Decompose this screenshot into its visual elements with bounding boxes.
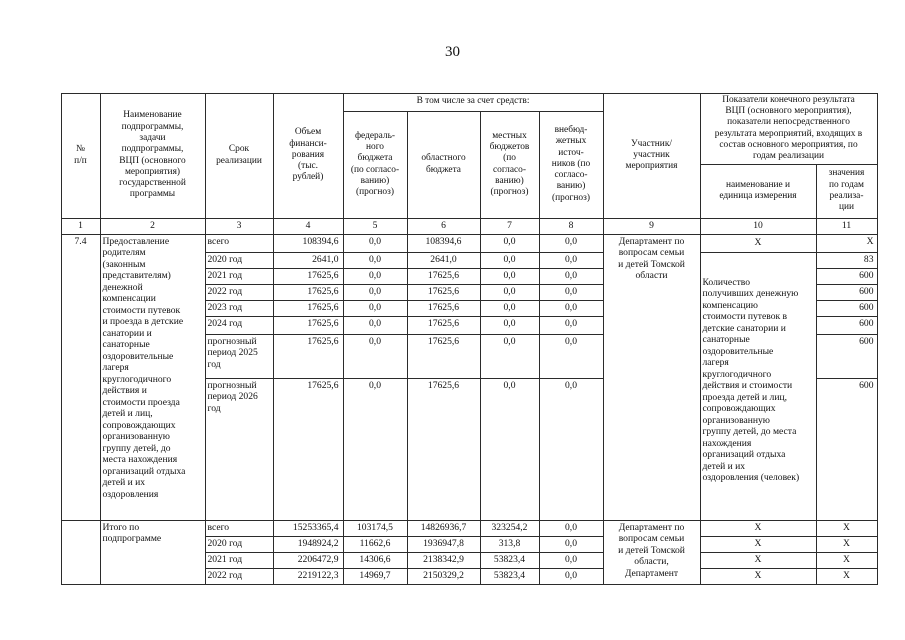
header-federal: федераль- ного бюджета (по согласо- ванию) (прогноз) (343, 111, 408, 219)
federal-cell: 14306,6 (343, 552, 408, 569)
federal-cell: 103174,5 (343, 520, 408, 537)
local-cell: 0,0 (480, 268, 540, 285)
federal-cell: 0,0 (343, 284, 408, 301)
header-extrabudget: внебюд- жетных источ- ников (по согласо- ванию) (прогноз) (539, 111, 604, 219)
extrabudget-cell: 0,0 (539, 536, 604, 553)
regional-cell: 17625,6 (407, 284, 481, 301)
local-cell: 323254,2 (480, 520, 540, 537)
period-cell: прогнозный период 2026 год (205, 378, 274, 521)
period-cell: 2020 год (205, 536, 274, 553)
indicator-name-cell: X (700, 568, 817, 585)
extrabudget-cell: 0,0 (539, 234, 604, 253)
regional-cell: 1936947,8 (407, 536, 481, 553)
local-cell: 0,0 (480, 300, 540, 317)
federal-cell: 0,0 (343, 316, 408, 335)
header-regional: областного бюджета (407, 111, 481, 219)
volume-cell: 1948924,2 (273, 536, 344, 553)
volume-cell: 17625,6 (273, 334, 344, 379)
extrabudget-cell: 0,0 (539, 268, 604, 285)
local-cell: 53823,4 (480, 552, 540, 569)
indicator-value-cell: 600 (816, 300, 878, 317)
extrabudget-cell: 0,0 (539, 284, 604, 301)
extrabudget-cell: 0,0 (539, 520, 604, 537)
regional-cell: 17625,6 (407, 300, 481, 317)
indicator-name-cell: X (700, 234, 817, 253)
federal-cell: 0,0 (343, 252, 408, 269)
volume-cell: 17625,6 (273, 378, 344, 521)
extrabudget-cell: 0,0 (539, 334, 604, 379)
row-number (61, 520, 101, 585)
regional-cell: 17625,6 (407, 334, 481, 379)
extrabudget-cell: 0,0 (539, 316, 604, 335)
indicator-value-cell: X (816, 552, 878, 569)
indicator-value-cell: X (816, 568, 878, 585)
period-cell: 2023 год (205, 300, 274, 317)
header-term: Срок реализации (205, 93, 274, 219)
period-cell: 2021 год (205, 268, 274, 285)
participant-cell: Департамент по вопросам семьи и детей Томской области, Департамент (603, 520, 701, 585)
extrabudget-cell: 0,0 (539, 552, 604, 569)
indicator-value-cell: X (816, 520, 878, 537)
volume-cell: 17625,6 (273, 300, 344, 317)
indicator-value-cell: 600 (816, 284, 878, 301)
column-number: 9 (603, 218, 701, 235)
volume-cell: 17625,6 (273, 284, 344, 301)
federal-cell: 0,0 (343, 334, 408, 379)
indicator-value-cell: 83 (816, 252, 878, 269)
federal-cell: 0,0 (343, 268, 408, 285)
volume-cell: 17625,6 (273, 268, 344, 285)
local-cell: 0,0 (480, 334, 540, 379)
participant-cell: Департамент по вопросам семьи и детей Томской области (603, 234, 701, 521)
federal-cell: 0,0 (343, 234, 408, 253)
regional-cell: 14826936,7 (407, 520, 481, 537)
local-cell: 0,0 (480, 252, 540, 269)
indicator-name-cell: X (700, 552, 817, 569)
header-indicator-value: значения по годам реализа- ции (816, 164, 878, 219)
column-number: 3 (205, 218, 274, 235)
extrabudget-cell: 0,0 (539, 378, 604, 521)
local-cell: 313,8 (480, 536, 540, 553)
volume-cell: 17625,6 (273, 316, 344, 335)
regional-cell: 2150329,2 (407, 568, 481, 585)
local-cell: 0,0 (480, 284, 540, 301)
header-no: № п/п (61, 93, 101, 219)
federal-cell: 0,0 (343, 300, 408, 317)
period-cell: всего (205, 520, 274, 537)
header-local: местных бюджетов (по согласо- ванию) (прогноз) (480, 111, 540, 219)
column-number: 4 (273, 218, 344, 235)
regional-cell: 17625,6 (407, 268, 481, 285)
header-indicator-name: наименование и единица измерения (700, 164, 817, 219)
header-participant: Участник/ участник мероприятия (603, 93, 701, 219)
column-number: 7 (480, 218, 540, 235)
period-cell: 2020 год (205, 252, 274, 269)
volume-cell: 2219122,3 (273, 568, 344, 585)
indicator-value-cell: 600 (816, 378, 878, 521)
local-cell: 0,0 (480, 316, 540, 335)
header-name: Наименование подпрограммы, задачи подпрограммы, ВЦП (основного мероприятия) государственной программы (100, 93, 206, 219)
regional-cell: 17625,6 (407, 378, 481, 521)
header-volume: Объем финанси- рования (тыс. рублей) (273, 93, 344, 219)
extrabudget-cell: 0,0 (539, 300, 604, 317)
column-number: 2 (100, 218, 206, 235)
column-number: 11 (816, 218, 878, 235)
volume-cell: 15253365,4 (273, 520, 344, 537)
volume-cell: 108394,6 (273, 234, 344, 253)
volume-cell: 2641,0 (273, 252, 344, 269)
local-cell: 53823,4 (480, 568, 540, 585)
measure-name: Предоставление родителям (законным представителям) денежной компенсации стоимости путевок и проезда в детские санатории и санаторные оздоровительные лагеря круглогодичного действия и стоимости проезда детей и лиц, сопровождающих организованную группу детей, до места нахождения организаций отдыха детей и их оздоровления (100, 234, 206, 521)
federal-cell: 0,0 (343, 378, 408, 521)
measure-name: Итого по подпрограмме (100, 520, 206, 585)
period-cell: всего (205, 234, 274, 253)
column-number: 6 (407, 218, 481, 235)
period-cell: 2022 год (205, 568, 274, 585)
period-cell: 2024 год (205, 316, 274, 335)
local-cell: 0,0 (480, 378, 540, 521)
period-cell: прогнозный период 2025 год (205, 334, 274, 379)
header-indicators: Показатели конечного результата ВЦП (основного мероприятия), показатели непосредственного результата мероприятий, входящих в состав основного мероприятия, по годам реализации (700, 93, 878, 165)
extrabudget-cell: 0,0 (539, 568, 604, 585)
indicator-value-cell: 600 (816, 316, 878, 335)
indicator-value-cell: 600 (816, 268, 878, 285)
regional-cell: 108394,6 (407, 234, 481, 253)
federal-cell: 11662,6 (343, 536, 408, 553)
regional-cell: 2641,0 (407, 252, 481, 269)
federal-cell: 14969,7 (343, 568, 408, 585)
column-number: 8 (539, 218, 604, 235)
indicator-name-cell: X (700, 536, 817, 553)
indicator-value-cell: 600 (816, 334, 878, 379)
volume-cell: 2206472,9 (273, 552, 344, 569)
regional-cell: 17625,6 (407, 316, 481, 335)
indicator-value-cell: X (816, 536, 878, 553)
local-cell: 0,0 (480, 234, 540, 253)
regional-cell: 2138342,9 (407, 552, 481, 569)
period-cell: 2022 год (205, 284, 274, 301)
column-number: 1 (61, 218, 101, 235)
indicator-name-cell: Количество получивших денежную компенсацию стоимости путевок в детские санатории и санаторные оздоровительные лагеря круглогодичного действия и стоимости проезда детей и лиц, сопровождающих организованную группу детей, до места нахождения организаций отдыха детей и их оздоровления (человек) (700, 252, 817, 521)
indicator-name-cell: X (700, 520, 817, 537)
row-number: 7.4 (61, 234, 101, 521)
column-number: 5 (343, 218, 408, 235)
page-number: 30 (445, 44, 460, 60)
header-including: В том числе за счет средств: (343, 93, 604, 112)
extrabudget-cell: 0,0 (539, 252, 604, 269)
period-cell: 2021 год (205, 552, 274, 569)
column-number: 10 (700, 218, 817, 235)
indicator-value-cell: X (816, 234, 878, 253)
